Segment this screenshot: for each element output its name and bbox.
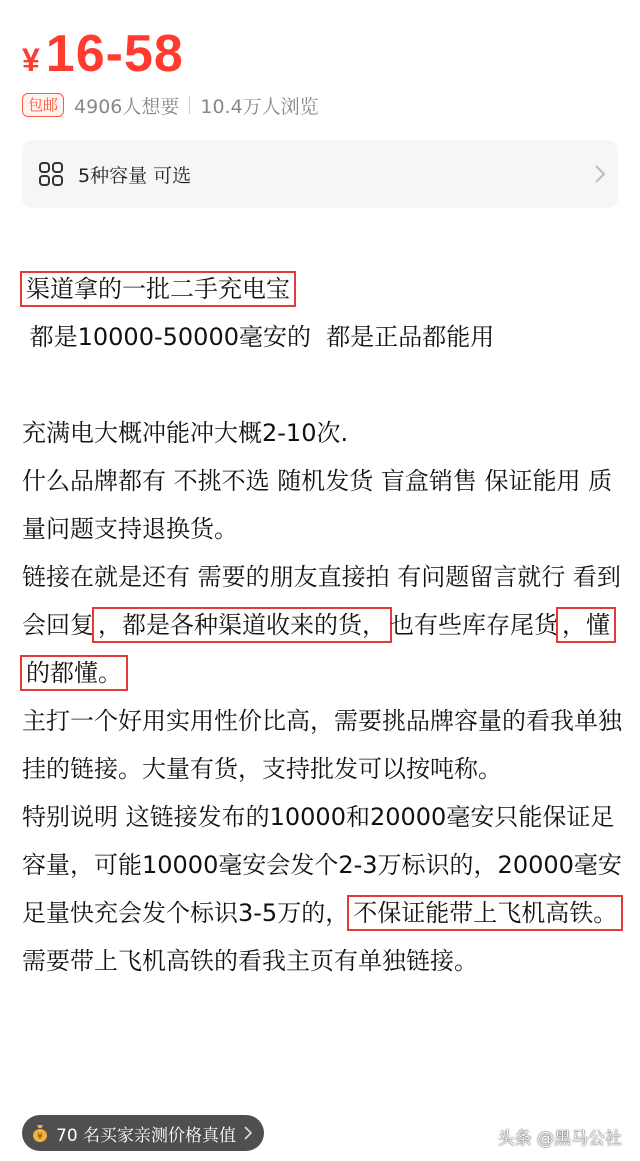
description-text: 都是10000-50000毫安的 都是正品都能用	[22, 323, 495, 351]
svg-text:¥: ¥	[37, 1132, 43, 1142]
stats-divider	[189, 96, 190, 114]
description-text: 链接在就是还有 需要的朋友直接拍 有问题留言就行 看到会回复	[22, 563, 621, 639]
source-watermark: 头条 @黑马公社	[497, 1129, 622, 1149]
price-currency: ¥	[22, 42, 40, 78]
free-shipping-badge: 包邮	[22, 93, 64, 117]
description-paragraph-1	[22, 265, 622, 361]
capacity-options-selector[interactable]	[22, 140, 618, 208]
description-paragraph-2: 充满电大概冲能冲大概2-10次.	[22, 419, 349, 447]
description-paragraph-4	[22, 553, 622, 697]
listing-stats	[22, 90, 319, 120]
description-paragraph-3: 什么品牌都有 不挑不选 随机发货 盲盒销售 保证能用 质量问题支持退换货。	[22, 467, 613, 543]
highlighted-text: ，都是各种渠道收来的货，	[92, 607, 392, 643]
description-paragraph-5: 主打一个好用实用性价比高，需要挑品牌容量的看我单独挂的链接。大量有货，支持批发可以按吨称。	[22, 707, 622, 783]
options-label: 5种容量 可选	[78, 164, 192, 187]
buyers-tested-pill[interactable]	[22, 1115, 264, 1151]
price-range: 16-58	[45, 25, 184, 83]
chevron-right-icon	[244, 1126, 252, 1140]
wants-count: 4906人想要	[74, 95, 180, 118]
paragraph-spacer	[22, 361, 622, 409]
buyers-tested-label: 70 名买家亲测价格真值	[56, 1125, 237, 1146]
grid-icon	[38, 161, 64, 187]
chevron-right-icon	[594, 164, 606, 184]
price-display	[22, 24, 184, 84]
highlighted-text: ，懂的都懂。	[20, 607, 616, 691]
product-description	[22, 265, 622, 985]
description-text: 需要带上飞机高铁的看我主页有单独链接。	[22, 947, 478, 975]
money-bag-icon	[30, 1123, 50, 1143]
description-paragraph-6	[22, 793, 622, 985]
description-text: 也有些库存尾货	[390, 611, 558, 639]
highlighted-text: 不保证能带上飞机高铁。	[347, 895, 623, 931]
views-count: 10.4万人浏览	[200, 95, 319, 118]
highlighted-text: 渠道拿的一批二手充电宝	[20, 271, 296, 307]
description-text: 特别说明 这链接发布的10000和20000毫安只能保证足容量，可能10000毫安会发个2-3万标识的，20000毫安足量快充会发个标识3-5万的，	[22, 803, 622, 927]
